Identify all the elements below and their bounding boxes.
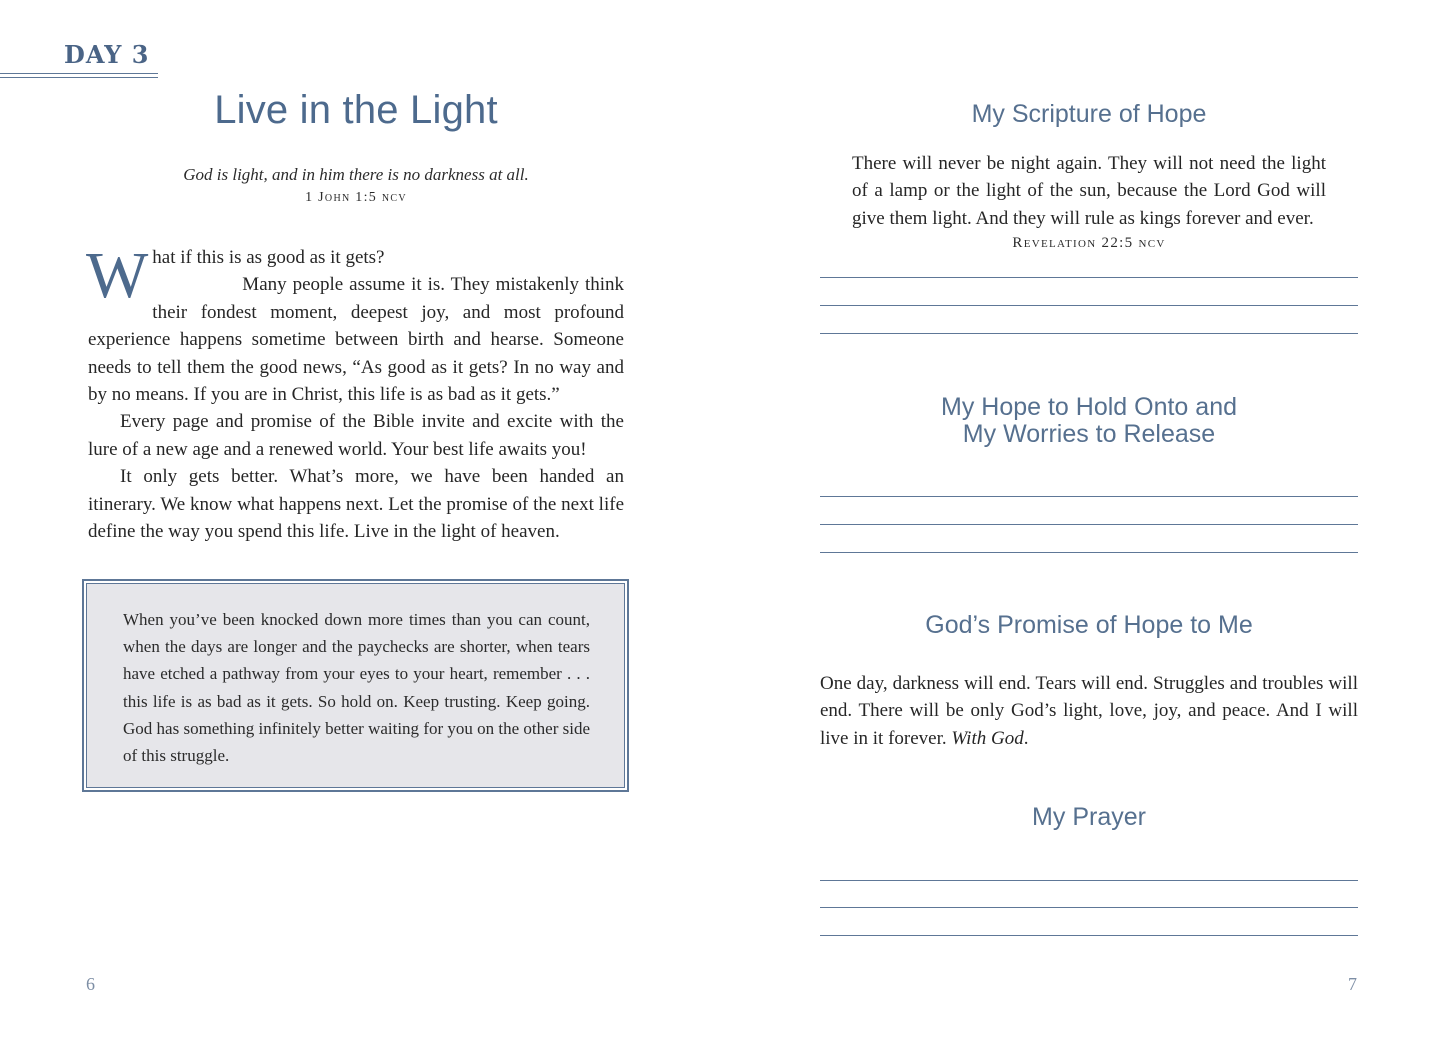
epigraph-quote: God is light, and in him there is no darkness at all. xyxy=(183,165,529,184)
day-label: DAY 3 xyxy=(64,40,150,69)
promise-heading: God’s Promise of Hope to Me xyxy=(925,611,1253,639)
scripture-reference: Revelation 22:5 ncv xyxy=(1012,235,1166,252)
scripture-heading: My Scripture of Hope xyxy=(971,100,1207,128)
callout-text: When you’ve been knocked down more times than you can count, when the days are longer and the paychecks are shorter, when tears have etched a pathway from your eyes to your heart, remember . . . this life is as bad as it gets. So hold on. Keep trusting. Keep going. God has something infinitely better waiting for you on the other side of this struggle. xyxy=(123,610,590,766)
callout-inner xyxy=(86,583,625,788)
day-rule xyxy=(0,73,158,74)
body-paragraph: It only gets better. What’s more, we have been handed an itinerary. We know what happens next. Let the promise of the next life define the way you spend this life. Live in the light of heaven. xyxy=(88,466,624,543)
scripture-block xyxy=(852,150,1326,254)
page-title: Live in the Light xyxy=(214,88,498,132)
drop-cap: W xyxy=(86,239,149,312)
body-paragraph: Every page and promise of the Bible invite and excite with the lure of a new age and a renewed world. Your best life awaits you! xyxy=(88,411,624,460)
writing-line[interactable] xyxy=(820,333,1358,334)
hope-heading xyxy=(820,394,1358,448)
day-rule xyxy=(0,77,158,78)
prayer-heading: My Prayer xyxy=(1032,803,1146,831)
body-text xyxy=(86,239,624,545)
writing-line[interactable] xyxy=(820,935,1358,936)
body-paragraph: hat if this is as good as it gets? xyxy=(152,247,385,268)
writing-line[interactable] xyxy=(820,880,1358,881)
promise-text: One day, darkness will end. Tears will end. Struggles and troubles will end. There will be only God’s light, love, joy, and peace. And I will live in it forever. With God. xyxy=(820,673,1358,749)
promise-emphasis: With God xyxy=(951,727,1024,749)
writing-line[interactable] xyxy=(820,277,1358,278)
writing-line[interactable] xyxy=(820,305,1358,306)
writing-line[interactable] xyxy=(820,496,1358,497)
writing-line[interactable] xyxy=(820,907,1358,908)
writing-line[interactable] xyxy=(820,524,1358,525)
page-number-right: 7 xyxy=(1348,974,1357,994)
writing-line[interactable] xyxy=(820,552,1358,553)
hope-heading-line: My Hope to Hold Onto and xyxy=(941,393,1237,421)
epigraph-reference: 1 John 1:5 ncv xyxy=(305,190,407,205)
hope-heading-line: My Worries to Release xyxy=(962,420,1216,448)
epigraph xyxy=(88,164,624,210)
callout-box xyxy=(82,579,629,792)
page-number-left: 6 xyxy=(86,974,95,994)
body-paragraph: Many people assume it is. They mistakenly think their fondest moment, deepest joy, and most profound experience happens sometime between birth and hearse. Someone needs to tell them the good news, “As good as it gets? In no way and by no means. If you are in Christ, this life is as bad as it gets.” xyxy=(88,274,624,406)
scripture-text: There will never be night again. They will not need the light of a lamp or the light of the sun, because the Lord God will give them light. And they will rule as kings forever and ever. xyxy=(852,153,1326,229)
